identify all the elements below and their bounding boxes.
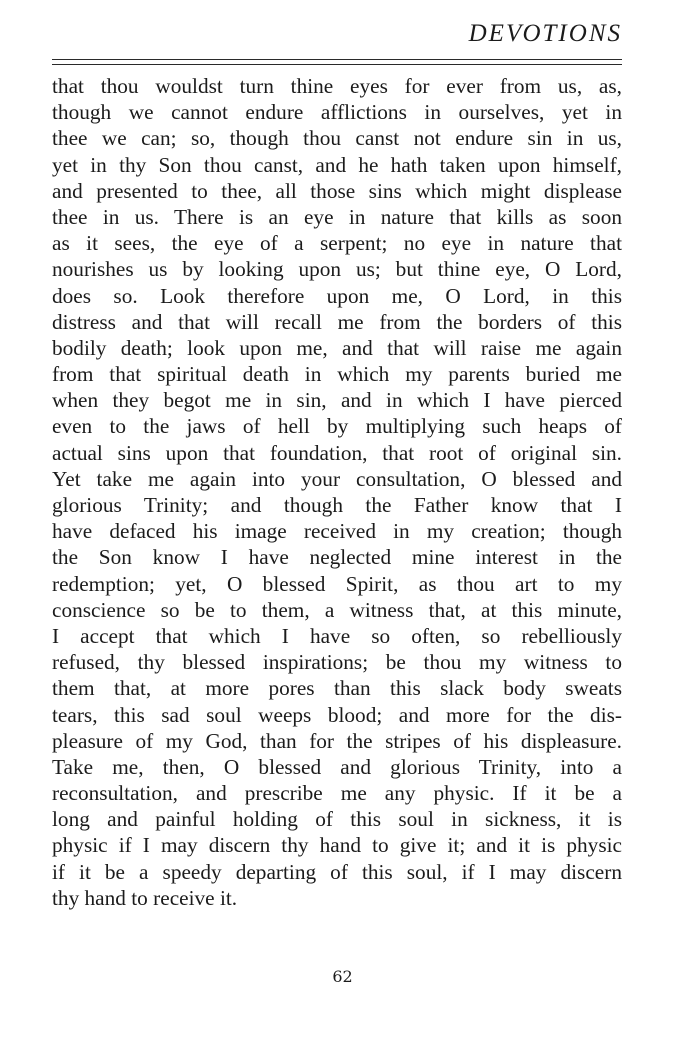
text-line: actual sins upon that foundation, that root of original sin. (52, 440, 622, 465)
text-line: Yet take me again into your consultation, O blessed and (52, 466, 622, 491)
text-line: have defaced his image received in my creation; though (52, 519, 622, 544)
text-line: redemption; yet, O blessed Spirit, as thou art to my (52, 571, 622, 596)
text-line: though we cannot endure afflictions in ourselves, yet in (52, 100, 622, 125)
text-line: thee in us. There is an eye in nature that kills as soon (52, 204, 622, 229)
text-line: and presented to thee, all those sins which might displease (52, 178, 622, 203)
text-line: nourishes us by looking upon us; but thine eye, O Lord, (52, 257, 622, 282)
text-line: even to the jaws of hell by multiplying such heaps of (52, 414, 622, 439)
text-line: Take me, then, O blessed and glorious Trinity, into a (52, 754, 622, 779)
text-line: distress and that will recall me from the borders of this (52, 309, 622, 334)
text-line: the Son know I have neglected mine interest in the (52, 545, 622, 570)
text-line: if it be a speedy departing of this soul, if I may discern (52, 859, 622, 884)
text-line: as it sees, the eye of a serpent; no eye in nature that (52, 231, 622, 256)
text-line: thy hand to receive it. (52, 885, 238, 910)
running-head-title: DEVOTIONS (468, 20, 622, 47)
text-line: bodily death; look upon me, and that will raise me again (52, 335, 622, 360)
text-line: pleasure of my God, than for the stripes of his displeasure. (52, 728, 622, 753)
text-line: reconsultation, and prescribe me any physic. If it be a (52, 781, 622, 806)
body-text (52, 73, 622, 911)
text-line: thee we can; so, though thou canst not endure sin in us, (52, 126, 622, 151)
text-line: refused, thy blessed inspirations; be thou my witness to (52, 650, 622, 675)
header-rule-lower (52, 64, 622, 65)
text-line: from that spiritual death in which my parents buried me (52, 362, 622, 387)
text-line: glorious Trinity; and though the Father know that I (52, 493, 622, 517)
page-number: 62 (332, 967, 353, 986)
text-line: tears, this sad soul weeps blood; and more for the dis- (52, 702, 622, 727)
text-line: long and painful holding of this soul in sickness, it is (52, 807, 622, 832)
header-rule-upper (52, 59, 622, 60)
text-line: yet in thy Son thou canst, and he hath taken upon himself, (52, 152, 622, 177)
text-line: I accept that which I have so often, so rebelliously (52, 623, 622, 648)
text-line: that thou wouldst turn thine eyes for ever from us, as, (52, 74, 622, 98)
text-line: does so. Look therefore upon me, O Lord, in this (52, 283, 622, 308)
text-line: when they begot me in sin, and in which I have pierced (52, 388, 622, 413)
text-line: physic if I may discern thy hand to give it; and it is physic (52, 833, 622, 858)
text-line: conscience so be to them, a witness that, at this minute, (52, 597, 622, 622)
text-line: them that, at more pores than this slack body sweats (52, 676, 622, 701)
